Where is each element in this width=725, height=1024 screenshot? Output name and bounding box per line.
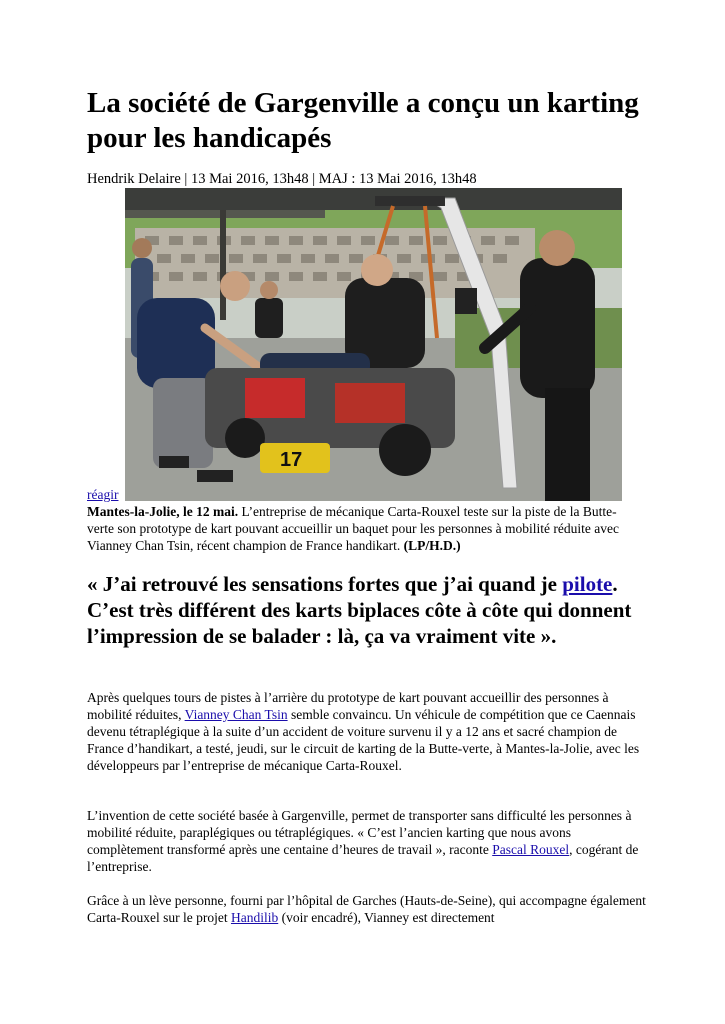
pull-quote (87, 571, 647, 649)
quote-text-start: « J’ai retrouvé les sensations fortes que j’ai quand je (87, 572, 563, 596)
paragraph-text: , cogérant de l’entreprise. (87, 842, 639, 874)
link-pascal-rouxel[interactable]: Pascal Rouxel (492, 842, 570, 857)
paragraph-text: semble convaincu. Un véhicule de compétition que ce Caennais devenu tétraplégique à la suite d’un accident de voiture survenu il y a 12 ans et sacré champion de France d’handikart, a testé, jeudi, sur le circuit de karting de la Butte-verte, à Mantes-la-Jolie, avec les développeurs par l’entreprise de mécanique Carta-Rouxel. (87, 707, 640, 773)
link-handilib[interactable]: Handilib (230, 910, 279, 925)
react-link[interactable]: réagir (87, 487, 119, 502)
caption-text: L’entreprise de mécanique Carta-Rouxel teste sur la piste de la Butte-verte son prototype de kart pouvant accueillir un baquet pour les personnes à mobilité réduite avec Vianney Chan Tsin, récent champion de France handikart. (87, 504, 619, 553)
quote-link-pilote[interactable]: pilote (562, 572, 613, 596)
paragraph-text: (voir encadré), Vianney est directement (278, 910, 495, 925)
caption-credit: (LP/H.D.) (400, 538, 461, 553)
caption-lead: Mantes-la-Jolie, le 12 mai. (87, 504, 239, 519)
quote-text-end: . C’est très différent des karts biplaces côte à côte qui donnent l’impression de se balader : là, ça va vraiment vite ». (87, 572, 632, 648)
paragraph-text: Grâce à un lève personne, fourni par l’hôpital de Garches (Hauts-de-Seine), qui accompagne également Carta-Rouxel sur le projet (87, 893, 646, 925)
paragraph-3 (87, 892, 647, 926)
link-vianney-chan-tsin[interactable]: Vianney Chan Tsin (184, 707, 288, 722)
paragraph-1 (87, 689, 647, 774)
article-title: La société de Gargenville a conçu un karting pour les handicapés (87, 87, 639, 154)
karting-photo-illustration (125, 188, 622, 501)
article-photo (125, 188, 622, 501)
paragraph-2 (87, 807, 647, 875)
photo-caption (87, 503, 637, 554)
article-byline: Hendrik Delaire | 13 Mai 2016, 13h48 | MAJ : 13 Mai 2016, 13h48 (87, 171, 477, 187)
kart-number: 17 (280, 449, 303, 471)
paragraph-text: Après quelques tours de pistes à l’arrière du prototype de kart pouvant accueillir des personnes à mobilité réduites, (87, 690, 609, 722)
paragraph-text: L’invention de cette société basée à Gargenville, permet de transporter sans difficulté les personnes à mobilité réduite, paraplégiques ou tétraplégiques. « C’est l’ancien karting que nous avons complètement transformé après une centaine d’heures de travail », raconte (87, 808, 632, 857)
